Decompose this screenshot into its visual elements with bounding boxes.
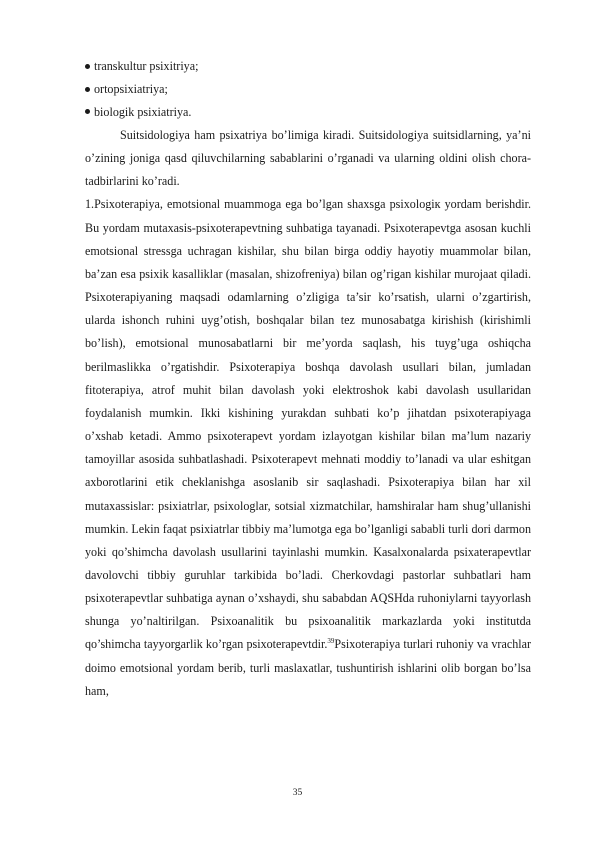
list-item-text: biologik psixiatriya. [94, 104, 192, 119]
list-item-text: ortopsixiatriya; [94, 81, 168, 96]
list-item [85, 78, 535, 101]
list-item-text: transkultur psixitriya; [94, 59, 199, 73]
paragraph-text: 1.Psixoterapiya, emotsional muammoga ega bo’lgan shaxsga psixologiк yordam berishdir. Bu yordam mutaxasis-psixoterapevtning suhbatiga tayanadi. Psixoterapevtga asosan kuchli emotsional stressga uchragan kishilar, shu bilan birga oddiy hayotiy muammolar bilan, ba’zan esa psixik kasalliklar (masalan, shizofreniya) bilan og’rigan kishilar murojaat qiladi. Psixoterapiyaning maqsadi odamlarning o’zligiga ta’sir ko’rsatish, ularni o’zgartirish, ularda ishonch ruhini uyg’otish, boshqalar bilan tez munosabatga kirishish (kirishimli bo’lish), emotsional munosabatlarni bir me’yorda saqlash, his tuyg’uga oshiqcha berilmaslikka o’rgatishdir. Psixoterapiya boshqa davolash usullari bilan, jumladan fitoterapiya, atrof muhit bilan davolash yoki elektroshok kabi davolash usullaridan foydalanish mumkin. Ikki kishining yurakdan suhbati ko’p jihatdan psixoterapiyaga o’xshab ketadi. Ammo psixoterapevt yordam izlayotgan kishilar bilan ma’lum nazariy tamoyillar asosida suhbatlashadi. Psixoterapevt mehnati moddiy to’lanadi va ular eshitgan axborotlarini etik cheklanishga asoslanib sir saqlashadi. Psixoterapiya bilan har xil mutaxassislar: psixiatrlar, psixologlar, sotsial xizmatchilar, hamshiralar ham shug’ullanishi mumkin. Lekin faqat psixiatrlar tibbiy ma’lumotga ega bo’lganligi sababli turli dori darmon yoki qo’shimcha davolash usullarini tayinlashi mumkin. Kasalxonalarda psixaterapevtlar davolovchi tibbiy guruhlar tarkibida bo’ladi. Cherkovdagi pastorlar suhbatlari ham psixoterapevtlar suhbatiga aynan o’xshaydi, shu sababdan AQSHda ruhoniylarni tayyorlash shunga yo’naltirilgan. Psixoanalitik bu psixoanalitik markazlarda yoki institutda qo’shimcha tayyorgarlik ko’rgan psixoterapevtdir. [85, 197, 531, 652]
paragraph-suitsidologiya: Suitsidologiya ham psixatriya bo’limiga kiradi. Suitsidologiya suitsidlarning, ya’ni o’zining joniga qasd qiluvchilarning sabablarini o’rganadi va ularning oldini olish chora-tadbirlarini ko’radi. [85, 128, 531, 189]
paragraph-text-continued: Psixoterapiya turlari ruhoniy va vrachlar doimo emotsional yordam berib, turli maslaxatlar, tushuntirish ishlarini olib borgan bo’lsa ham, [85, 637, 532, 698]
footnote-marker[interactable]: 39 [327, 637, 335, 646]
paragraph-psixoterapiya [85, 193, 531, 702]
list-item [85, 55, 535, 78]
bullet-list [85, 55, 535, 123]
list-item [85, 101, 535, 124]
bullet-icon [85, 109, 90, 114]
bullet-icon [85, 87, 90, 92]
body-text [85, 124, 531, 703]
page-number: 35 [292, 788, 303, 798]
bullet-icon [85, 64, 90, 69]
